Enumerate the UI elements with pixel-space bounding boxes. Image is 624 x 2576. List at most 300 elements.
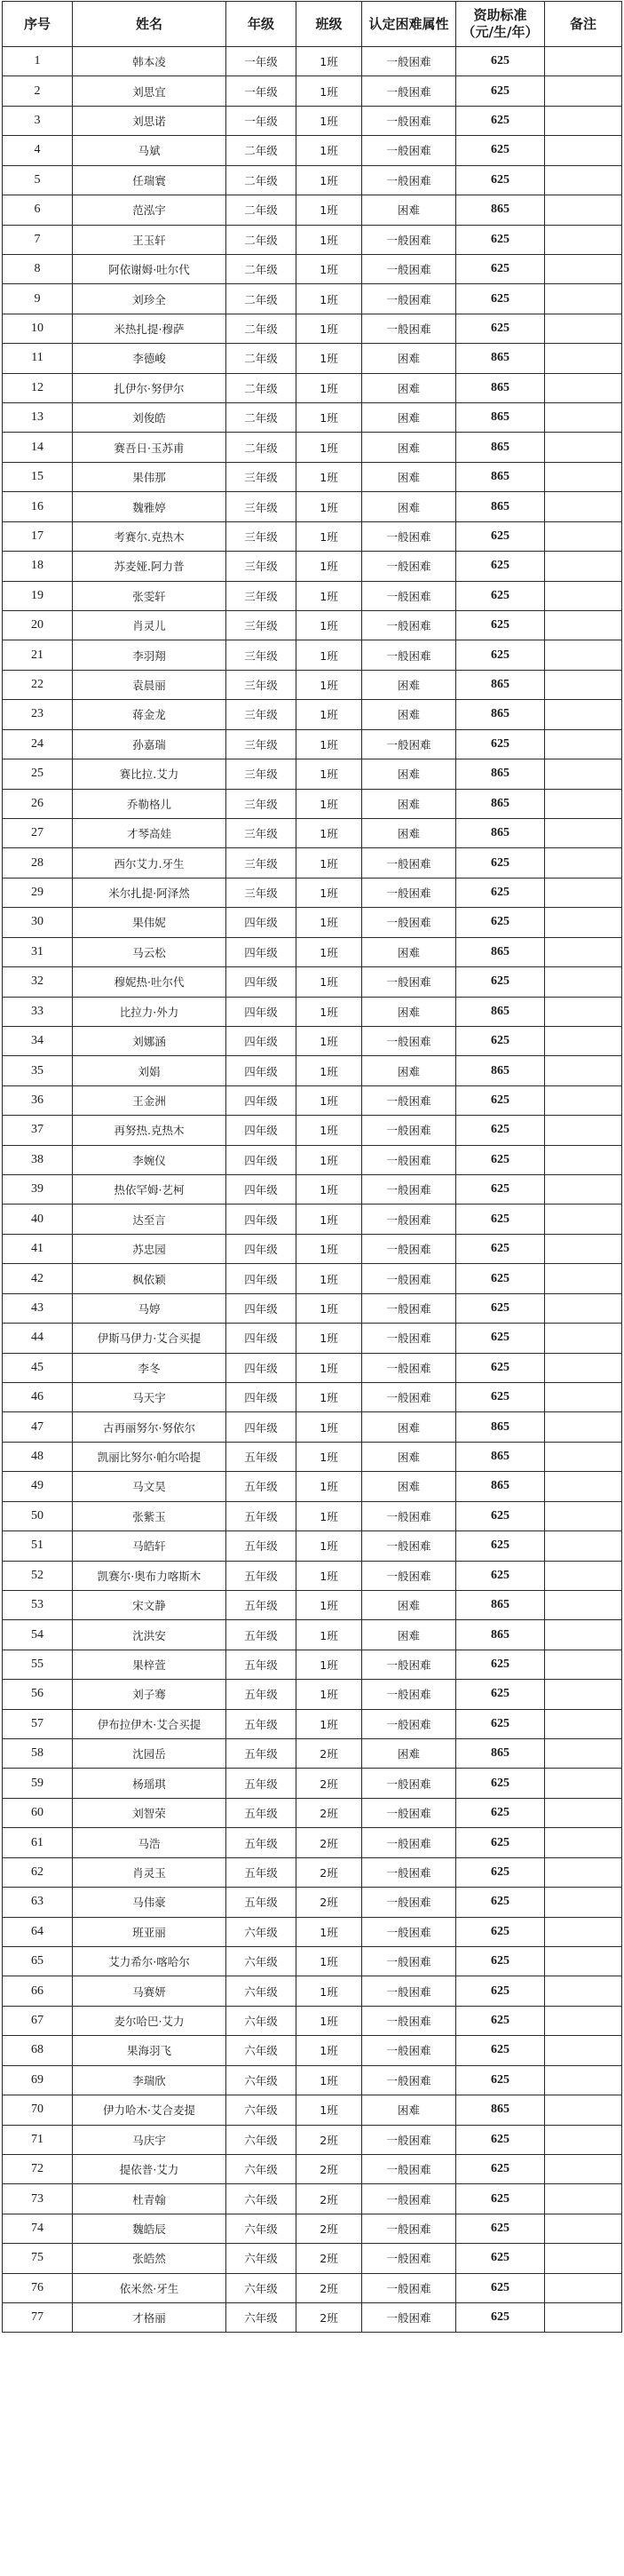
cell-grade: 二年级 [226,284,296,314]
cell-remark [545,937,622,966]
cell-grade: 五年级 [226,1739,296,1769]
cell-attribute: 一般困难 [362,1234,456,1263]
cell-grade: 六年级 [226,2184,296,2214]
table-row [3,1531,622,1561]
cell-grade: 四年级 [226,967,296,997]
cell-grade: 五年级 [226,1828,296,1857]
cell-seq: 27 [3,818,73,847]
cell-attribute: 一般困难 [362,2273,456,2302]
cell-attribute: 一般困难 [362,2065,456,2095]
cell-attribute: 一般困难 [362,1501,456,1530]
cell-class: 1班 [296,1145,362,1174]
table-row [3,76,622,106]
cell-attribute: 一般困难 [362,1264,456,1293]
cell-grade: 四年级 [226,937,296,966]
cell-grade: 二年级 [226,195,296,225]
cell-grade: 三年级 [226,552,296,581]
cell-name: 苏麦娅.阿力普 [73,552,226,581]
cell-class: 1班 [296,700,362,729]
cell-name: 王玉轩 [73,225,226,254]
cell-seq: 49 [3,1472,73,1501]
cell-amount: 625 [456,2006,545,2035]
cell-seq: 61 [3,1828,73,1857]
table-row [3,373,622,402]
cell-grade: 二年级 [226,165,296,195]
cell-name: 才格丽 [73,2303,226,2333]
cell-amount: 865 [456,2095,545,2125]
cell-remark [545,729,622,759]
cell-seq: 4 [3,136,73,165]
cell-name: 张雯轩 [73,581,226,610]
table-row [3,1976,622,2006]
cell-name: 阿依谢姆·吐尔代 [73,254,226,283]
cell-name: 伊斯马伊力·艾合买提 [73,1324,226,1353]
header-class: 班级 [296,2,362,47]
cell-name: 蒋金龙 [73,700,226,729]
cell-class: 1班 [296,848,362,878]
header-name: 姓名 [73,2,226,47]
table-row [3,1205,622,1234]
cell-remark [545,908,622,937]
cell-amount: 865 [456,1590,545,1619]
cell-remark [545,1353,622,1382]
cell-seq: 51 [3,1531,73,1561]
cell-name: 杜青翰 [73,2184,226,2214]
cell-seq: 68 [3,2036,73,2065]
cell-remark [545,1472,622,1501]
cell-attribute: 一般困难 [362,2303,456,2333]
cell-grade: 四年级 [226,1293,296,1323]
header-seq: 序号 [3,2,73,47]
cell-amount: 625 [456,1709,545,1738]
cell-amount: 865 [456,700,545,729]
cell-attribute: 一般困难 [362,848,456,878]
cell-grade: 二年级 [226,225,296,254]
cell-name: 伊力哈木·艾合麦提 [73,2095,226,2125]
cell-amount: 865 [456,1442,545,1471]
cell-grade: 四年级 [226,1116,296,1145]
cell-grade: 四年级 [226,1026,296,1055]
cell-name: 马云松 [73,937,226,966]
cell-seq: 19 [3,581,73,610]
cell-class: 1班 [296,1056,362,1085]
cell-seq: 28 [3,848,73,878]
cell-attribute: 一般困难 [362,1917,456,1946]
cell-remark [545,2036,622,2065]
cell-attribute: 一般困难 [362,1116,456,1145]
cell-class: 1班 [296,492,362,521]
cell-class: 1班 [296,195,362,225]
cell-seq: 22 [3,670,73,699]
cell-class: 1班 [296,967,362,997]
cell-amount: 625 [456,2244,545,2273]
cell-remark [545,433,622,462]
cell-remark [545,2154,622,2183]
cell-grade: 五年级 [226,1650,296,1679]
table-header [3,2,622,47]
cell-seq: 62 [3,1857,73,1887]
cell-remark [545,1709,622,1738]
table-row [3,2006,622,2035]
cell-remark [545,1857,622,1887]
cell-name: 李羽翔 [73,640,226,670]
cell-seq: 69 [3,2065,73,2095]
cell-seq: 72 [3,2154,73,2183]
cell-name: 马浩 [73,1828,226,1857]
table-row [3,2273,622,2302]
cell-seq: 21 [3,640,73,670]
cell-class: 1班 [296,76,362,106]
cell-name: 沈洪安 [73,1620,226,1650]
cell-amount: 625 [456,848,545,878]
cell-name: 王金洲 [73,1085,226,1115]
cell-amount: 625 [456,640,545,670]
cell-remark [545,2095,622,2125]
cell-amount: 625 [456,1026,545,1055]
cell-remark [545,76,622,106]
table-row [3,1382,622,1411]
cell-attribute: 一般困难 [362,1769,456,1798]
table-row [3,1501,622,1530]
cell-seq: 52 [3,1561,73,1590]
cell-attribute: 困难 [362,2095,456,2125]
cell-attribute: 一般困难 [362,1561,456,1590]
cell-grade: 五年级 [226,1857,296,1887]
table-row [3,2095,622,2125]
cell-attribute: 一般困难 [362,2214,456,2243]
cell-class: 1班 [296,1501,362,1530]
cell-amount: 865 [456,344,545,373]
cell-attribute: 一般困难 [362,1026,456,1055]
table-row [3,1828,622,1857]
cell-grade: 六年级 [226,2006,296,2035]
cell-seq: 73 [3,2184,73,2214]
cell-amount: 865 [456,1620,545,1650]
cell-attribute: 一般困难 [362,1145,456,1174]
cell-class: 1班 [296,1709,362,1738]
cell-grade: 三年级 [226,670,296,699]
cell-remark [545,225,622,254]
cell-name: 李婉仪 [73,1145,226,1174]
cell-grade: 二年级 [226,344,296,373]
cell-attribute: 一般困难 [362,314,456,343]
cell-name: 米热扎提·穆萨 [73,314,226,343]
cell-seq: 29 [3,878,73,907]
cell-class: 1班 [296,611,362,640]
cell-attribute: 一般困难 [362,581,456,610]
cell-seq: 45 [3,1353,73,1382]
cell-class: 2班 [296,2125,362,2154]
cell-amount: 625 [456,1264,545,1293]
cell-amount: 625 [456,1947,545,1976]
table-row [3,1116,622,1145]
cell-name: 孙嘉瑞 [73,729,226,759]
cell-remark [545,106,622,135]
table-row [3,1590,622,1619]
cell-attribute: 困难 [362,789,456,818]
table-row [3,403,622,433]
cell-amount: 625 [456,1175,545,1205]
cell-seq: 10 [3,314,73,343]
table-row [3,433,622,462]
cell-seq: 8 [3,254,73,283]
cell-attribute: 困难 [362,818,456,847]
cell-amount: 625 [456,2036,545,2065]
cell-remark [545,373,622,402]
cell-amount: 865 [456,1412,545,1442]
cell-seq: 26 [3,789,73,818]
cell-attribute: 一般困难 [362,1353,456,1382]
cell-amount: 625 [456,165,545,195]
cell-seq: 55 [3,1650,73,1679]
cell-name: 枫依颖 [73,1264,226,1293]
cell-remark [545,1680,622,1709]
cell-amount: 865 [456,373,545,402]
cell-remark [545,462,622,491]
cell-grade: 四年级 [226,1264,296,1293]
cell-seq: 63 [3,1888,73,1917]
cell-amount: 865 [456,818,545,847]
cell-attribute: 一般困难 [362,2036,456,2065]
table-row [3,492,622,521]
cell-remark [545,818,622,847]
cell-name: 考赛尔.克热木 [73,521,226,551]
cell-amount: 625 [456,1234,545,1263]
cell-class: 1班 [296,1590,362,1619]
header-attribute: 认定困难属性 [362,2,456,47]
cell-amount: 865 [456,997,545,1026]
cell-name: 达至言 [73,1205,226,1234]
cell-amount: 625 [456,76,545,106]
cell-seq: 50 [3,1501,73,1530]
cell-grade: 四年级 [226,1382,296,1411]
cell-name: 扎伊尔·努伊尔 [73,373,226,402]
cell-name: 肖灵儿 [73,611,226,640]
table-row [3,106,622,135]
table-row [3,1234,622,1263]
cell-amount: 625 [456,2214,545,2243]
cell-amount: 625 [456,1116,545,1145]
cell-name: 苏忠园 [73,1234,226,1263]
cell-grade: 五年级 [226,1561,296,1590]
cell-seq: 14 [3,433,73,462]
cell-remark [545,254,622,283]
cell-remark [545,759,622,789]
cell-amount: 865 [456,462,545,491]
cell-remark [545,1442,622,1471]
cell-amount: 625 [456,729,545,759]
cell-seq: 41 [3,1234,73,1263]
cell-remark [545,165,622,195]
table-row [3,1324,622,1353]
cell-class: 1班 [296,1324,362,1353]
cell-class: 1班 [296,1472,362,1501]
cell-amount: 625 [456,1382,545,1411]
cell-remark [545,552,622,581]
table-row [3,1798,622,1827]
cell-remark [545,1739,622,1769]
cell-seq: 36 [3,1085,73,1115]
table-row [3,729,622,759]
cell-amount: 625 [456,1085,545,1115]
cell-remark [545,1264,622,1293]
cell-grade: 二年级 [226,403,296,433]
cell-class: 1班 [296,254,362,283]
cell-grade: 三年级 [226,640,296,670]
cell-name: 凯赛尔·奥布力喀斯木 [73,1561,226,1590]
cell-class: 1班 [296,1947,362,1976]
cell-class: 1班 [296,106,362,135]
cell-amount: 625 [456,521,545,551]
cell-attribute: 困难 [362,700,456,729]
cell-class: 1班 [296,1561,362,1590]
cell-remark [545,1828,622,1857]
cell-name: 刘娜涵 [73,1026,226,1055]
aid-roster-table [2,1,622,2333]
cell-grade: 二年级 [226,254,296,283]
cell-name: 班亚丽 [73,1917,226,1946]
cell-name: 马婷 [73,1293,226,1323]
cell-attribute: 一般困难 [362,2154,456,2183]
cell-remark [545,1798,622,1827]
cell-seq: 7 [3,225,73,254]
cell-amount: 625 [456,2065,545,2095]
cell-class: 1班 [296,1531,362,1561]
cell-class: 1班 [296,433,362,462]
table-row [3,908,622,937]
cell-name: 李冬 [73,1353,226,1382]
cell-class: 1班 [296,2036,362,2065]
cell-amount: 625 [456,1531,545,1561]
cell-class: 1班 [296,1234,362,1263]
cell-class: 1班 [296,729,362,759]
cell-remark [545,997,622,1026]
table-row [3,2065,622,2095]
cell-grade: 五年级 [226,1888,296,1917]
cell-amount: 625 [456,2303,545,2333]
cell-attribute: 一般困难 [362,1947,456,1976]
cell-seq: 47 [3,1412,73,1442]
table-row [3,789,622,818]
cell-attribute: 一般困难 [362,106,456,135]
table-row [3,2303,622,2333]
cell-seq: 74 [3,2214,73,2243]
cell-name: 依米然·牙生 [73,2273,226,2302]
cell-class: 1班 [296,462,362,491]
header-standard-line2: （元/生/年） [462,24,539,40]
cell-grade: 六年级 [226,2244,296,2273]
cell-class: 1班 [296,1917,362,1946]
cell-seq: 56 [3,1680,73,1709]
cell-attribute: 一般困难 [362,225,456,254]
cell-grade: 三年级 [226,462,296,491]
cell-seq: 67 [3,2006,73,2035]
cell-attribute: 一般困难 [362,165,456,195]
cell-attribute: 困难 [362,670,456,699]
cell-grade: 三年级 [226,700,296,729]
cell-grade: 四年级 [226,1175,296,1205]
cell-remark [545,492,622,521]
table-row [3,1739,622,1769]
cell-attribute: 困难 [362,1620,456,1650]
cell-remark [545,1234,622,1263]
cell-seq: 32 [3,967,73,997]
cell-seq: 43 [3,1293,73,1323]
cell-remark [545,1145,622,1174]
cell-class: 1班 [296,1175,362,1205]
cell-attribute: 困难 [362,997,456,1026]
cell-remark [545,1888,622,1917]
cell-remark [545,2065,622,2095]
cell-seq: 1 [3,47,73,76]
cell-name: 米尔扎提·阿泽然 [73,878,226,907]
cell-grade: 六年级 [226,1947,296,1976]
cell-grade: 一年级 [226,76,296,106]
cell-name: 范泓宇 [73,195,226,225]
cell-grade: 六年级 [226,2154,296,2183]
cell-grade: 三年级 [226,818,296,847]
cell-attribute: 一般困难 [362,521,456,551]
cell-amount: 625 [456,908,545,937]
cell-seq: 17 [3,521,73,551]
table-row [3,1857,622,1887]
cell-class: 2班 [296,1888,362,1917]
table-row [3,2125,622,2154]
cell-attribute: 一般困难 [362,1085,456,1115]
cell-class: 1班 [296,373,362,402]
cell-attribute: 困难 [362,1412,456,1442]
cell-name: 马皓轩 [73,1531,226,1561]
cell-remark [545,1026,622,1055]
cell-class: 1班 [296,1620,362,1650]
cell-grade: 六年级 [226,1917,296,1946]
cell-name: 杨瑶琪 [73,1769,226,1798]
cell-seq: 58 [3,1739,73,1769]
cell-amount: 625 [456,1293,545,1323]
cell-attribute: 困难 [362,1590,456,1619]
cell-class: 1班 [296,284,362,314]
cell-seq: 48 [3,1442,73,1471]
cell-name: 李瑞欣 [73,2065,226,2095]
cell-class: 1班 [296,314,362,343]
table-row [3,1145,622,1174]
cell-grade: 五年级 [226,1442,296,1471]
cell-grade: 五年级 [226,1531,296,1561]
table-row [3,344,622,373]
table-row [3,611,622,640]
cell-amount: 865 [456,433,545,462]
cell-name: 凯丽比努尔·帕尔哈提 [73,1442,226,1471]
cell-remark [545,1175,622,1205]
cell-name: 马斌 [73,136,226,165]
cell-remark [545,789,622,818]
cell-amount: 625 [456,1888,545,1917]
cell-grade: 三年级 [226,581,296,610]
cell-grade: 四年级 [226,1234,296,1263]
cell-name: 马文昊 [73,1472,226,1501]
cell-amount: 865 [456,195,545,225]
cell-amount: 625 [456,1561,545,1590]
cell-class: 1班 [296,1442,362,1471]
cell-class: 2班 [296,2214,362,2243]
cell-class: 1班 [296,136,362,165]
cell-seq: 9 [3,284,73,314]
table-row [3,1947,622,1976]
table-row [3,1650,622,1679]
cell-class: 1班 [296,1353,362,1382]
cell-seq: 30 [3,908,73,937]
table-row [3,136,622,165]
